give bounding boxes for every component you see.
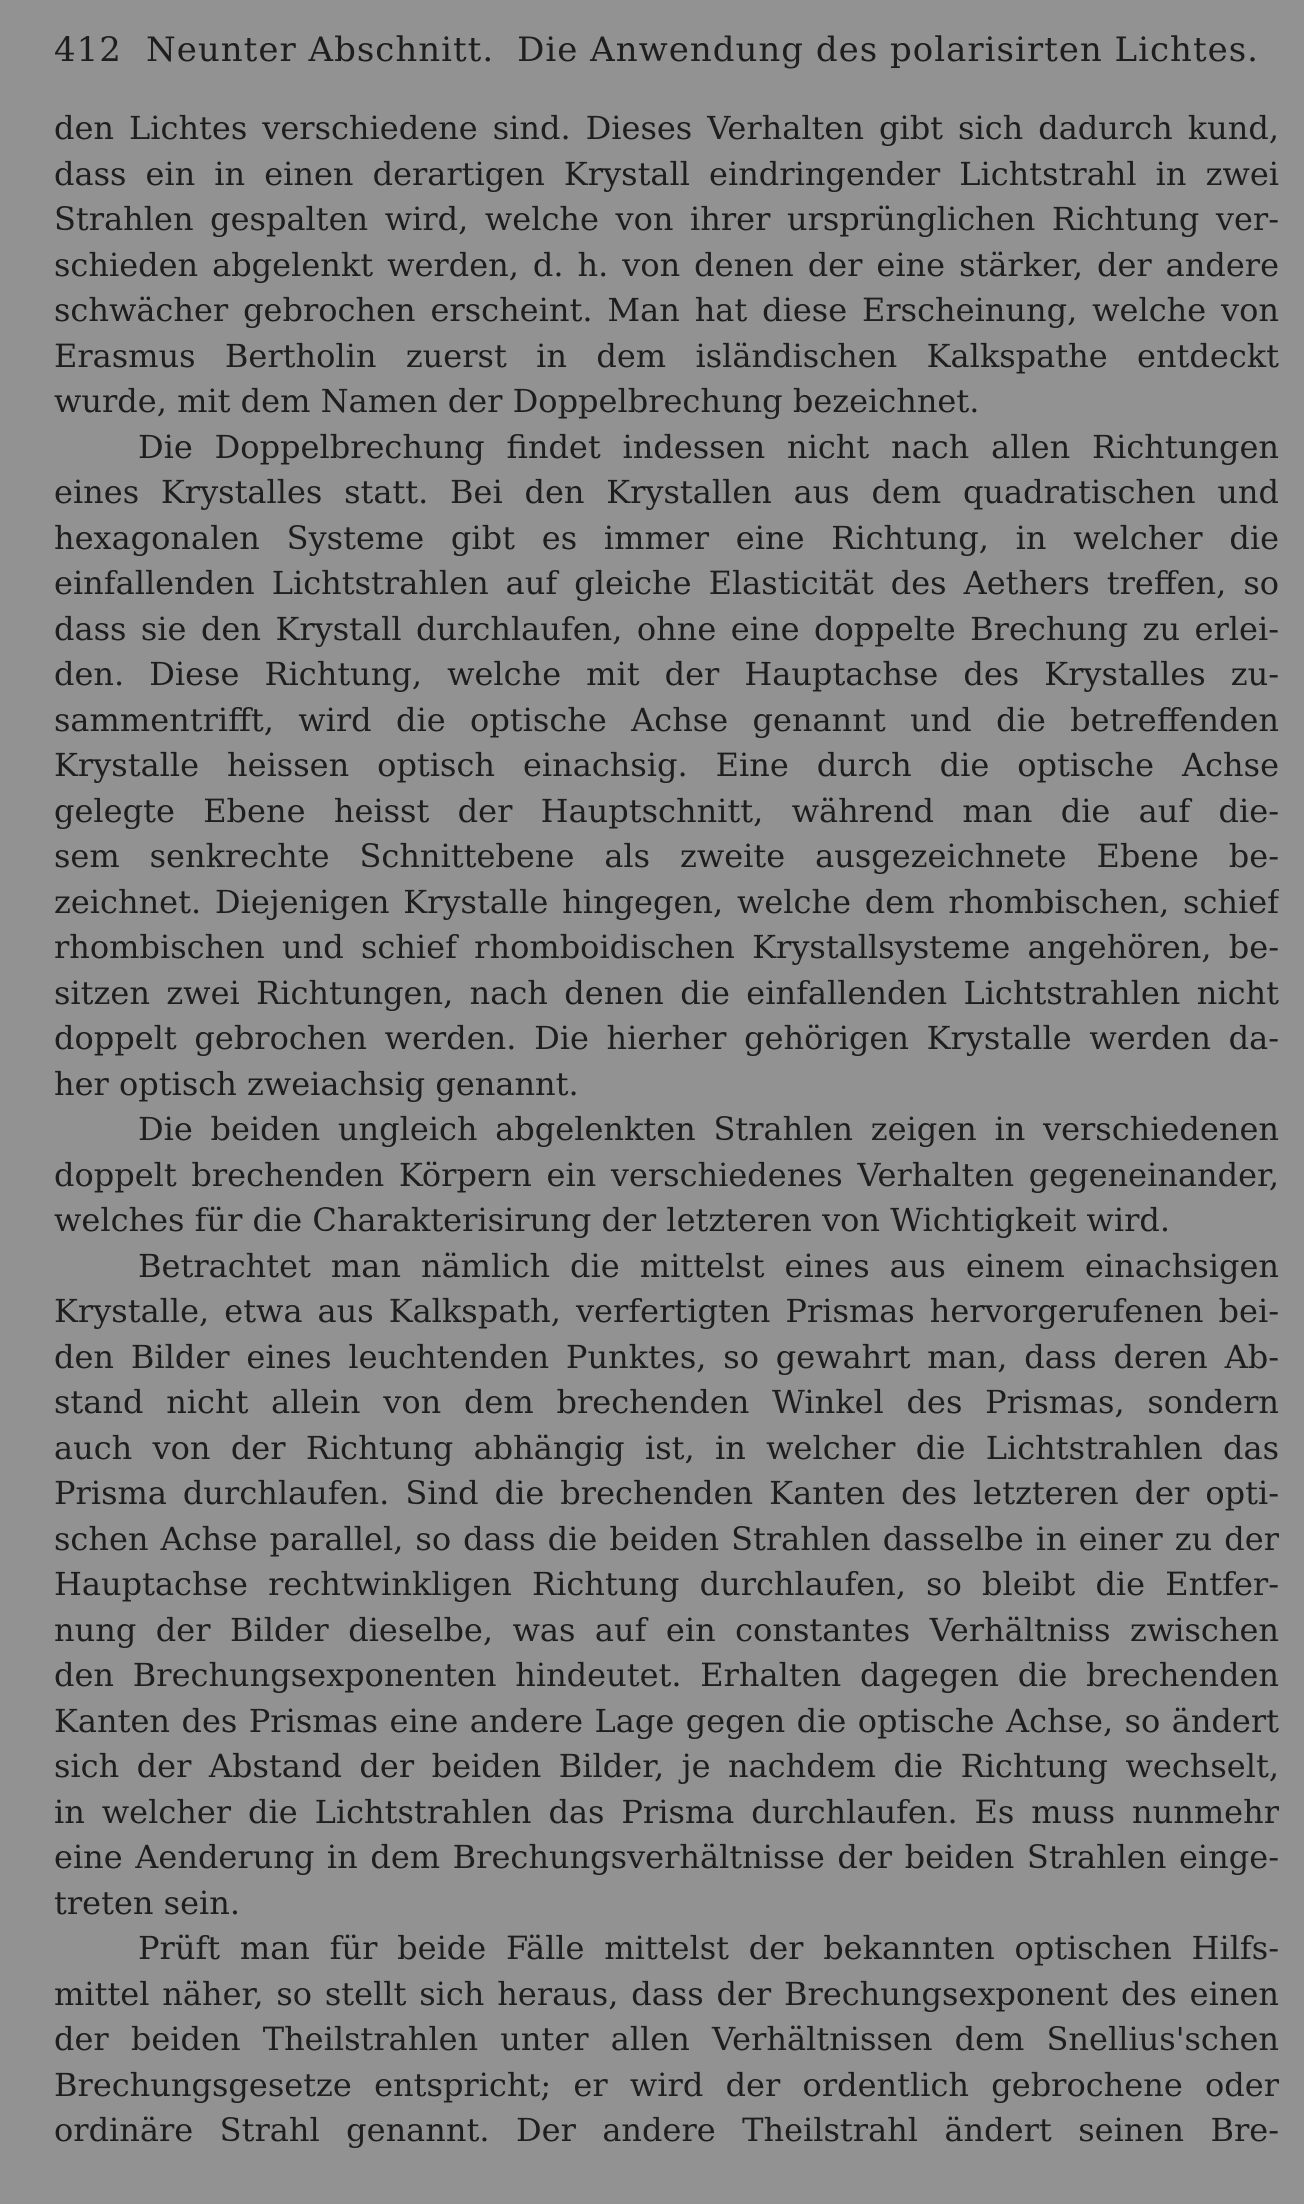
text-line: hexagonalen Systeme gibt es immer eine Richtung, in welcher die [54,518,1279,557]
text-line: Krystalle heissen optisch einachsig. Eine durch die optische Achse [54,746,1279,784]
text-line: zeichnet. Diejenigen Krystalle hingegen, welche dem rhombischen, schief [54,882,1279,921]
text-line: ordinäre Strahl genannt. Der andere Theilstrahl ändert seinen Bre- [54,2111,1279,2149]
running-header [54,30,1259,90]
section-heading: Neunter Abschnitt. [146,30,495,70]
text-line: gelegte Ebene heisst der Hauptschnitt, während man die auf die- [54,791,1279,830]
text-line: doppelt gebrochen werden. Die hierher gehörigen Krystalle werden da- [54,1019,1279,1057]
text-line: den Brechungsexponenten hindeutet. Erhalten dagegen die brechenden [54,1656,1279,1694]
text-line: sich der Abstand der beiden Bilder, je nachdem die Richtung wechselt, [54,1747,1279,1785]
text-line: schen Achse parallel, so dass die beiden Strahlen dasselbe in einer zu der [54,1519,1279,1558]
text-line: Prisma durchlaufen. Sind die brechenden Kanten des letzteren der opti- [54,1474,1279,1512]
chapter-title: Die Anwendung des polarisirten Lichtes. [517,30,1259,70]
text-line: Die Doppelbrechung findet indessen nicht nach allen Richtungen [138,427,1279,466]
text-line: wurde, mit dem Namen der Doppelbrechung bezeichnet. [54,382,980,420]
text-line: welches für die Charakterisirung der letzteren von Wichtigkeit wird. [54,1201,1171,1239]
text-line: den. Diese Richtung, welche mit der Hauptachse des Krystalles zu- [54,655,1279,693]
text-line: Hauptachse rechtwinkligen Richtung durchlaufen, so bleibt die Entfer- [54,1565,1279,1603]
text-line: schieden abgelenkt werden, d. h. von denen der eine stärker, der andere [54,245,1279,284]
text-line: den Bilder eines leuchtenden Punktes, so gewahrt man, dass deren Ab- [54,1337,1279,1376]
text-line: Brechungsgesetze entspricht; er wird der ordentlich gebrochene oder [54,2065,1279,2104]
text-line: auch von der Richtung abhängig ist, in welcher die Lichtstrahlen das [54,1428,1279,1467]
text-line: einfallenden Lichtstrahlen auf gleiche Elasticität des Aethers treffen, so [54,564,1279,602]
text-line: sitzen zwei Richtungen, nach denen die einfallenden Lichtstrahlen nicht [54,973,1279,1012]
text-line: sem senkrechte Schnittebene als zweite ausgezeichnete Ebene be- [54,837,1279,875]
text-line: Die beiden ungleich abgelenkten Strahlen zeigen in verschiedenen [138,1110,1279,1148]
text-line: Betrachtet man nämlich die mittelst eines aus einem einachsigen [138,1246,1279,1285]
text-line: Erasmus Bertholin zuerst in dem isländischen Kalkspathe entdeckt [54,336,1279,375]
text-line: doppelt brechenden Körpern ein verschiedenes Verhalten gegeneinander, [54,1155,1279,1194]
text-line: eine Aenderung in dem Brechungsverhältnisse der beiden Strahlen einge- [54,1838,1279,1876]
text-line: Prüft man für beide Fälle mittelst der bekannten optischen Hilfs- [138,1929,1279,1967]
text-line: sammentrifft, wird die optische Achse genannt und die betreffenden [54,700,1279,739]
text-line: schwächer gebrochen erscheint. Man hat diese Erscheinung, welche von [54,291,1279,329]
text-line: Kanten des Prismas eine andere Lage gegen die optische Achse, so ändert [54,1701,1279,1740]
text-line: her optisch zweiachsig genannt. [54,1064,579,1103]
text-line: mittel näher, so stellt sich heraus, dass der Brechungsexponent des einen [54,1974,1279,2013]
text-line: nung der Bilder dieselbe, was auf ein constantes Verhältniss zwischen [54,1610,1279,1649]
page-number: 412 [54,30,122,70]
text-line: den Lichtes verschiedene sind. Dieses Verhalten gibt sich dadurch kund, [54,109,1279,147]
text-line: rhombischen und schief rhomboidischen Krystallsysteme angehören, be- [54,928,1279,966]
text-line: der beiden Theilstrahlen unter allen Verhältnissen dem Snellius'schen [54,2020,1279,2058]
body-text [54,106,1279,2154]
text-line: in welcher die Lichtstrahlen das Prisma durchlaufen. Es muss nunmehr [54,1792,1279,1831]
text-line: dass sie den Krystall durchlaufen, ohne eine doppelte Brechung zu erlei- [54,609,1279,648]
text-line: Strahlen gespalten wird, welche von ihrer ursprünglichen Richtung ver- [54,200,1279,238]
text-line: eines Krystalles statt. Bei den Krystallen aus dem quadratischen und [54,473,1279,511]
text-line: treten sein. [54,1883,241,1922]
text-line: Krystalle, etwa aus Kalkspath, verfertigten Prismas hervorgerufenen bei- [54,1292,1279,1330]
text-line: stand nicht allein von dem brechenden Winkel des Prismas, sondern [54,1383,1279,1421]
text-line: dass ein in einen derartigen Krystall eindringender Lichtstrahl in zwei [54,154,1279,193]
